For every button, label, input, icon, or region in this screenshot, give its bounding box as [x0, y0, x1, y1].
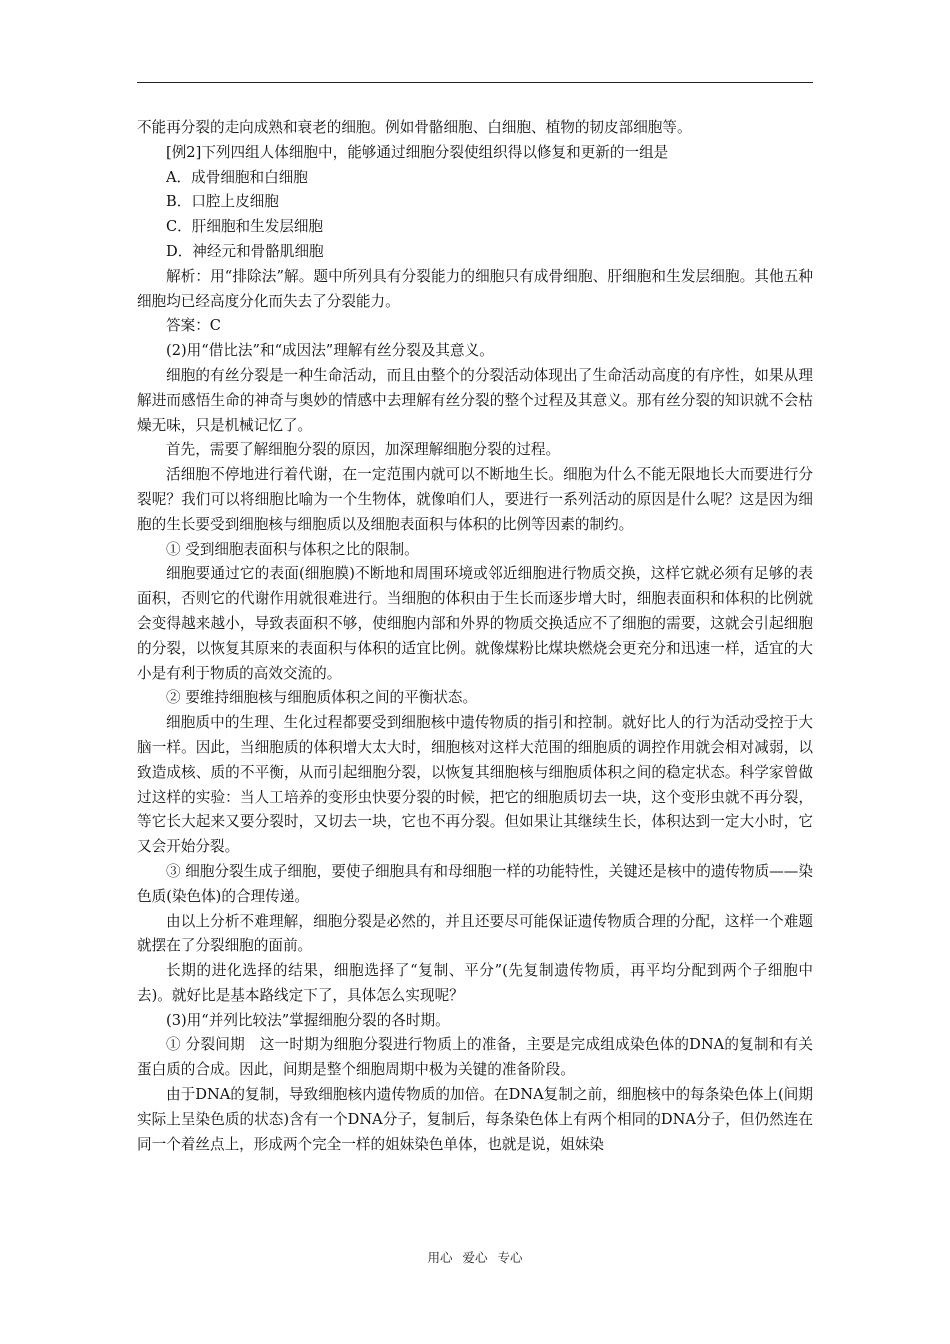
numbered-point: ② 要维持细胞核与细胞质体积之间的平衡状态。 [166, 689, 478, 707]
analysis-paragraph: 解析：用“排除法”解。题中所列具有分裂能力的细胞只有成骨细胞、肝细胞和生发层细胞。其他五种细胞均已经高度分化而失去了分裂能力。 [137, 267, 813, 310]
paragraph: 细胞质中的生理、生化过程都要受到细胞核中遗传物质的指引和控制。就好比人的行为活动受控于大脑一样。因此，当细胞质的体积增大太大时，细胞核对这样大范围的细胞质的调控作用就会相对减弱，以致造成核、质的不平衡，从而引起细胞分裂，以恢复其细胞核与细胞质体积之间的稳定状态。科学家曾做过这样的实验：当人工培养的变形虫快要分裂的时候，把它的细胞质切去一块，这个变形虫就不再分裂，等它长大起来又要分裂时，又切去一块，它也不再分裂。但如果让其继续生长，体积达到一定大小时，它又会开始分裂。 [137, 714, 813, 856]
paragraph: 由以上分析不难理解，细胞分裂是必然的，并且还要尽可能保证遗传物质合理的分配，这样一个难题就摆在了分裂细胞的面前。 [137, 912, 813, 955]
paragraph: 细胞要通过它的表面(细胞膜)不断地和周围环境或邻近细胞进行物质交换，这样它就必须有足够的表面积，否则它的代谢作用就很难进行。当细胞的体积由于生长而逐步增大时，细胞表面积和体积的比例就会变得越来越小，导致表面积不够，使细胞内部和外界的物质交换适应不了细胞的需要，这就会引起细胞的分裂，以恢复其原来的表面积与体积的适宜比例。就像煤粉比煤块燃烧会更充分和迅速一样，适宜的大小是有利于物质的高效交流的。 [137, 565, 813, 682]
paragraph: 细胞的有丝分裂是一种生命活动，而且由整个的分裂活动体现出了生命活动高度的有序性，如果从理解进而感悟生命的神奇与奥妙的情感中去理解有丝分裂的整个过程及其意义。那有丝分裂的知识就不会枯燥无味，只是机械记忆了。 [137, 366, 813, 434]
section-heading: (2)用“借比法”和“成因法”理解有丝分裂及其意义。 [166, 342, 494, 360]
paragraph: 首先，需要了解细胞分裂的原因，加深理解细胞分裂的过程。 [166, 441, 561, 459]
section-heading: (3)用“并列比较法”掌握细胞分裂的各时期。 [166, 1011, 450, 1029]
option-d: D．神经元和骨骼肌细胞 [166, 242, 324, 260]
option-a: A．成骨细胞和白细胞 [166, 168, 308, 186]
header-rule [137, 82, 813, 83]
numbered-point: ① 受到细胞表面积与体积之比的限制。 [166, 540, 419, 558]
answer-line: 答案：C [166, 317, 221, 335]
paragraph: 长期的进化选择的结果，细胞选择了“复制、平分”(先复制遗传物质，再平均分配到两个子细胞中去)。就好比是基本路线定下了，具体怎么实现呢？ [137, 962, 813, 1004]
paragraph: 不能再分裂的走向成熟和衰老的细胞。例如骨骼细胞、白细胞、植物的韧皮部细胞等。 [137, 119, 692, 136]
page-footer: 用心 爱心 专心 [427, 1250, 523, 1265]
numbered-point: ③ 细胞分裂生成子细胞，要使子细胞具有和母细胞一样的功能特性，关键还是核中的遗传物质——染色质(染色体)的合理传递。 [137, 862, 813, 905]
body-text [137, 116, 813, 1157]
example-question: [例2]下列四组人体细胞中，能够通过细胞分裂使组织得以修复和更新的一组是 [166, 143, 669, 161]
option-b: B．口腔上皮细胞 [166, 193, 279, 211]
paragraph: 由于DNA的复制，导致细胞核内遗传物质的加倍。在DNA复制之前，细胞核中的每条染色体上(间期实际上呈染色质的状态)含有一个DNA分子，复制后，每条染色体上有两个相同的DNA分子，但仍然连在同一个着丝点上，形成两个完全一样的姐妹染色单体，也就是说，姐妹染 [137, 1086, 813, 1153]
numbered-point: ① 分裂间期 这一时期为细胞分裂进行物质上的准备，主要是完成组成染色体的DNA的复制和有关蛋白质的合成。因此，间期是整个细胞周期中极为关键的准备阶段。 [137, 1036, 813, 1079]
option-c: C．肝细胞和生发层细胞 [166, 218, 324, 236]
paragraph: 活细胞不停地进行着代谢，在一定范围内就可以不断地生长。细胞为什么不能无限地长大而要进行分裂呢？我们可以将细胞比喻为一个生物体，就像咱们人，要进行一系列活动的原因是什么呢？这是因为细胞的生长要受到细胞核与细胞质以及细胞表面积与体积的比例等因素的制约。 [137, 466, 813, 533]
